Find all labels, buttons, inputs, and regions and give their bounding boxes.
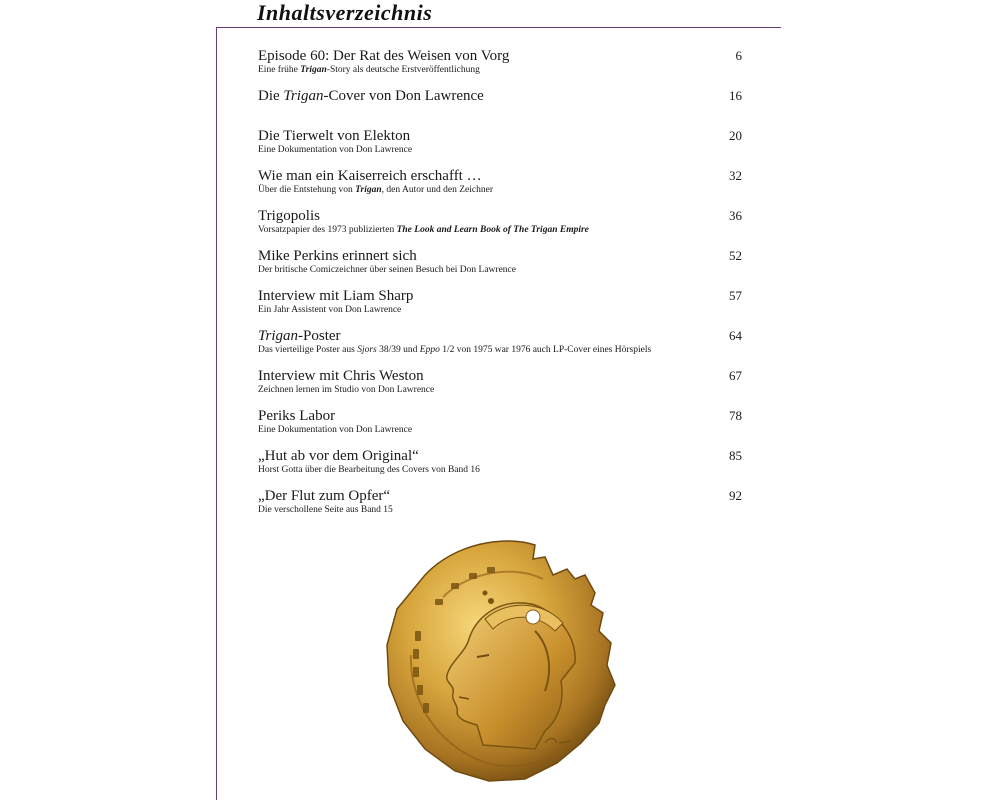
frame-top-rule bbox=[216, 27, 781, 28]
entry-subtitle: Der britische Comiczeichner über seinen Besuch bei Don Lawrence bbox=[258, 265, 516, 275]
entry-title: „Hut ab vor dem Original“ bbox=[258, 448, 419, 464]
toc-entry-chris-weston[interactable] bbox=[258, 368, 744, 396]
toc-entry-trigopolis[interactable] bbox=[258, 208, 744, 236]
entry-title: Die Trigan-Cover von Don Lawrence bbox=[258, 88, 484, 104]
entry-page-number: 16 bbox=[729, 88, 742, 103]
entry-subtitle: Die verschollene Seite aus Band 15 bbox=[258, 505, 393, 515]
entry-page-number: 78 bbox=[729, 408, 742, 423]
entry-subtitle: Horst Gotta über die Bearbeitung des Covers von Band 16 bbox=[258, 465, 480, 475]
entry-page-number: 67 bbox=[729, 368, 742, 383]
entry-subtitle: Über die Entstehung von Trigan, den Autor und den Zeichner bbox=[258, 185, 493, 195]
gold-coin-profile-icon bbox=[385, 535, 621, 785]
entry-subtitle: Vorsatzpapier des 1973 publizierten The Look and Learn Book of The Trigan Empire bbox=[258, 225, 589, 235]
entry-title: Mike Perkins erinnert sich bbox=[258, 248, 417, 264]
entry-page-number: 6 bbox=[735, 48, 742, 63]
entry-page-number: 52 bbox=[729, 248, 742, 263]
toc-entry-episode-60[interactable] bbox=[258, 48, 744, 76]
entry-page-number: 92 bbox=[729, 488, 742, 503]
entry-title: Interview mit Liam Sharp bbox=[258, 288, 414, 304]
entry-subtitle: Eine Dokumentation von Don Lawrence bbox=[258, 145, 413, 155]
entry-page-number: 20 bbox=[729, 128, 742, 143]
entry-title: Die Tierwelt von Elekton bbox=[258, 128, 411, 144]
entry-page-number: 85 bbox=[729, 448, 742, 463]
toc-entry-mike-perkins[interactable] bbox=[258, 248, 744, 276]
entry-title: Trigopolis bbox=[258, 208, 320, 224]
entry-page-number: 32 bbox=[729, 168, 742, 183]
entry-title: Wie man ein Kaiserreich erschafft … bbox=[258, 168, 482, 184]
entry-title: Episode 60: Der Rat des Weisen von Vorg bbox=[258, 48, 510, 64]
entry-page-number: 64 bbox=[729, 328, 742, 343]
toc-entry-liam-sharp[interactable] bbox=[258, 288, 744, 316]
entry-title: „Der Flut zum Opfer“ bbox=[258, 488, 391, 504]
page-title: Inhaltsverzeichnis bbox=[257, 0, 433, 25]
toc-entry-flut-zum-opfer[interactable] bbox=[258, 488, 744, 516]
entry-title: Periks Labor bbox=[258, 408, 336, 424]
entry-title: Trigan-Poster bbox=[258, 328, 341, 344]
entry-page-number: 36 bbox=[729, 208, 742, 223]
entry-subtitle: Zeichnen lernen im Studio von Don Lawrence bbox=[258, 385, 435, 395]
toc-entry-trigan-poster[interactable] bbox=[258, 328, 744, 356]
entry-subtitle: Das vierteilige Poster aus Sjors 38/39 und Eppo 1/2 von 1975 war 1976 auch LP-Cover eines Hörspiels bbox=[258, 345, 652, 355]
entry-subtitle: Eine frühe Trigan-Story als deutsche Erstveröffentlichung bbox=[258, 65, 480, 75]
toc-entry-hut-ab[interactable] bbox=[258, 448, 744, 476]
entry-subtitle: Eine Dokumentation von Don Lawrence bbox=[258, 425, 413, 435]
entry-page-number: 57 bbox=[729, 288, 742, 303]
entry-subtitle: Ein Jahr Assistent von Don Lawrence bbox=[258, 305, 402, 315]
toc-entry-trigan-cover[interactable] bbox=[258, 88, 744, 104]
toc-entry-kaiserreich[interactable] bbox=[258, 168, 744, 196]
toc-entry-tierwelt[interactable] bbox=[258, 128, 744, 156]
frame-left-rule bbox=[216, 27, 217, 800]
entry-title: Interview mit Chris Weston bbox=[258, 368, 424, 384]
toc-entry-periks-labor[interactable] bbox=[258, 408, 744, 436]
